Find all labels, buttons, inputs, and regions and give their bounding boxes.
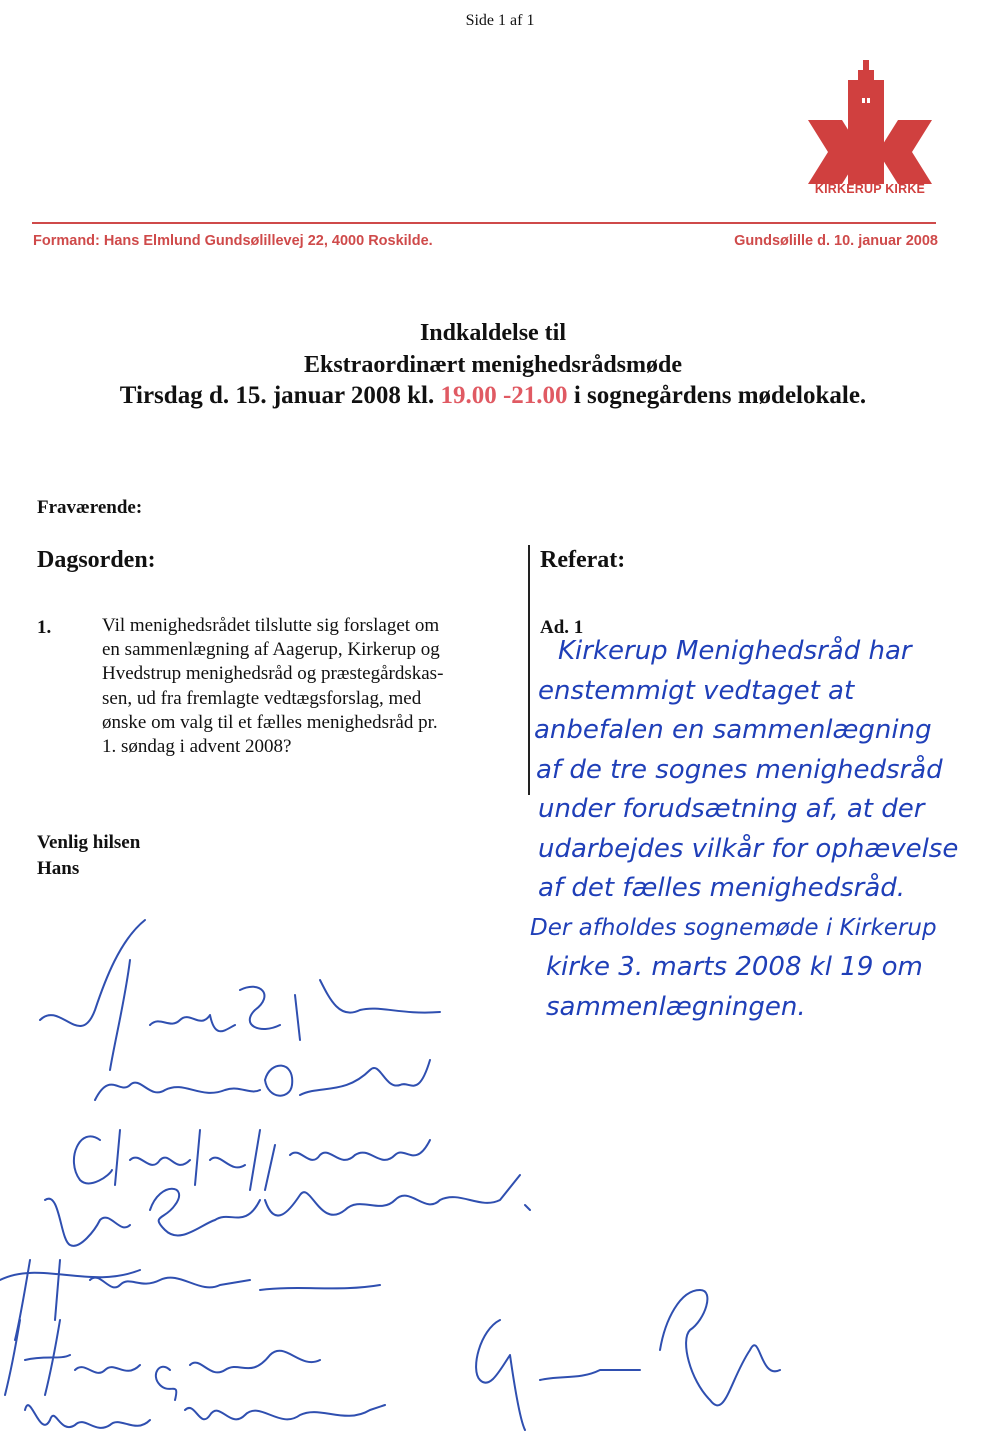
agenda-line: sen, ud fra fremlagte vedtægsforslag, med xyxy=(102,687,422,709)
handwritten-line: Kirkerup Menighedsråd har xyxy=(558,636,912,666)
meeting-location: i sognegårdens mødelokale. xyxy=(573,382,867,409)
agenda-line: ønske om valg til et fælles menighedsråd pr. xyxy=(102,711,438,733)
handwritten-line: kirke 3. marts 2008 kl 19 om xyxy=(546,952,923,982)
meeting-time: 19.00 -21.00 xyxy=(440,382,568,409)
signature-8 xyxy=(476,1290,780,1430)
letter-date: Gundsølille d. 10. januar 2008 xyxy=(734,233,938,249)
handwritten-line: sammenlægningen. xyxy=(546,991,806,1022)
signature-4 xyxy=(45,1175,530,1246)
agenda-item-number: 1. xyxy=(37,617,52,638)
signature-7 xyxy=(25,1405,385,1428)
agenda-line: Hvedstrup menighedsråd og præstegårdskas- xyxy=(102,663,444,685)
meeting-date: Tirsdag d. 15. januar 2008 kl. xyxy=(119,382,435,409)
agenda-line: 1. søndag i advent 2008? xyxy=(102,736,292,758)
handwritten-line: under forudsætning af, at der xyxy=(538,794,925,824)
handwritten-line: enstemmigt vedtaget at xyxy=(538,675,855,706)
handwritten-line: anbefalen en sammenlægning xyxy=(534,715,932,745)
header-divider xyxy=(32,222,936,224)
minutes-heading: Referat: xyxy=(540,547,626,573)
closing-greeting xyxy=(37,830,140,882)
signer-name: Hans xyxy=(37,858,80,879)
logo-text: KIRKERUP KIRKE xyxy=(814,182,926,196)
handwritten-line: Der afholdes sognemøde i Kirkerup xyxy=(530,914,937,941)
agenda-item-text xyxy=(102,614,522,759)
title-line-1: Indkaldelse til xyxy=(419,320,567,346)
meeting-time-line xyxy=(0,382,986,410)
absent-label: Fraværende: xyxy=(37,497,143,518)
signature-1 xyxy=(40,920,440,1070)
signature-6 xyxy=(5,1320,320,1400)
agenda-heading: Dagsorden: xyxy=(37,547,156,573)
minutes-item-label: Ad. 1 xyxy=(540,617,584,638)
agenda-line: en sammenlægning af Aagerup, Kirkerup og xyxy=(102,639,440,661)
handwritten-line: udarbejdes vilkår for ophævelse xyxy=(538,833,959,864)
handwritten-line: af det fælles menighedsråd. xyxy=(538,873,906,903)
signature-2 xyxy=(95,1060,430,1100)
title-line-2: Ekstraordinært menighedsrådsmøde xyxy=(303,352,682,378)
signature-5 xyxy=(0,1260,380,1340)
handwritten-line: af de tre sognes menighedsråd xyxy=(536,754,943,785)
signature-3 xyxy=(74,1130,430,1190)
page-number: Side 1 af 1 xyxy=(465,12,535,29)
church-tower-logo-icon xyxy=(800,60,940,185)
agenda-line: Vil menighedsrådet tilslutte sig forslaget om xyxy=(102,615,440,636)
signatures xyxy=(0,900,1000,1456)
chairman-info: Formand: Hans Elmlund Gundsølillevej 22, 4000 Roskilde. xyxy=(33,233,433,249)
closing-line: Venlig hilsen xyxy=(37,832,141,853)
kirkerup-kirke-logo xyxy=(800,60,940,205)
